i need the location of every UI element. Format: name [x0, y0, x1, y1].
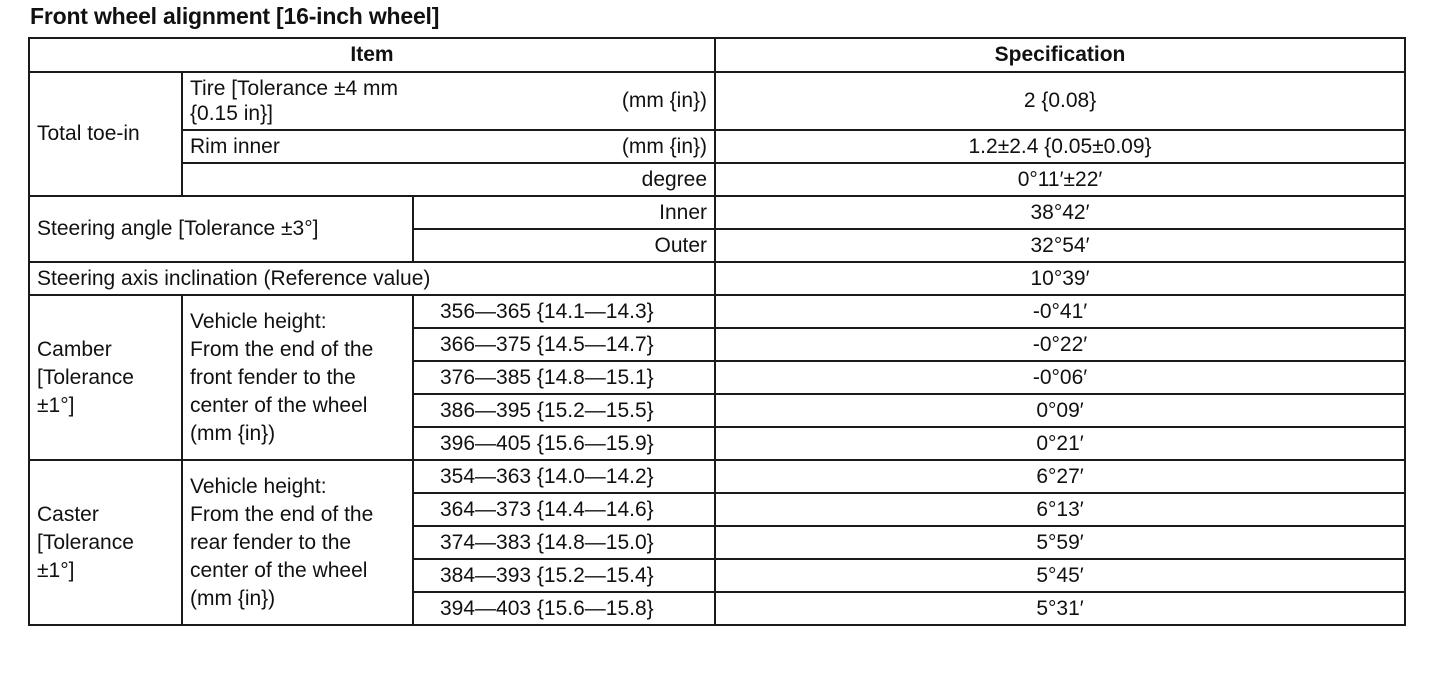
table-row [29, 130, 1405, 163]
caster-range: 364—373 {14.4—14.6} [413, 493, 715, 526]
camber-range: 356—365 {14.1—14.3} [413, 295, 715, 328]
table-row [29, 163, 1405, 196]
table-row [29, 460, 1405, 493]
tire-cell [182, 72, 715, 130]
caster-spec: 6°27′ [715, 460, 1405, 493]
caster-height-line: Vehicle height: [190, 474, 327, 498]
caster-range: 384—393 {15.2—15.4} [413, 559, 715, 592]
caster-range: 354—363 {14.0—14.2} [413, 460, 715, 493]
item-column-header: Item [29, 38, 715, 72]
camber-range: 366—375 {14.5—14.7} [413, 328, 715, 361]
degree-spec: 0°11′±22′ [715, 163, 1405, 196]
camber-label [29, 295, 182, 460]
camber-spec: -0°06′ [715, 361, 1405, 394]
caster-height-line: rear fender to the [190, 530, 352, 554]
rim-inner-cell [182, 130, 715, 163]
alignment-spec-table [28, 37, 1406, 626]
caster-label [29, 460, 182, 625]
caster-height-line: (mm {in}) [190, 586, 276, 610]
camber-height-line: Vehicle height: [190, 309, 327, 333]
camber-height-line: center of the wheel [190, 393, 368, 417]
camber-height-description [182, 295, 413, 460]
caster-range: 394—403 {15.6—15.8} [413, 592, 715, 625]
tire-spec: 2 {0.08} [715, 72, 1405, 130]
camber-label-line: ±1°] [37, 393, 75, 417]
steering-outer-label: Outer [413, 229, 715, 262]
camber-label-line: Camber [37, 337, 112, 361]
table-row [29, 196, 1405, 229]
steering-outer-spec: 32°54′ [715, 229, 1405, 262]
caster-height-description [182, 460, 413, 625]
rim-inner-label: Rim inner [190, 134, 280, 158]
table-row [29, 262, 1405, 295]
caster-range: 374—383 {14.8—15.0} [413, 526, 715, 559]
rim-inner-unit: (mm {in}) [621, 134, 708, 158]
caster-spec: 5°45′ [715, 559, 1405, 592]
tire-label: Tire [Tolerance ±4 mm {0.15 in}] [190, 77, 398, 125]
camber-height-line: front fender to the [190, 365, 356, 389]
camber-height-line: (mm {in}) [190, 421, 276, 445]
rim-inner-spec: 1.2±2.4 {0.05±0.09} [715, 130, 1405, 163]
caster-spec: 5°59′ [715, 526, 1405, 559]
camber-range: 396—405 {15.6—15.9} [413, 427, 715, 460]
caster-label-line: Caster [37, 502, 99, 526]
camber-label-line: [Tolerance [37, 365, 134, 389]
camber-height-line: From the end of the [190, 337, 374, 361]
steering-axis-spec: 10°39′ [715, 262, 1405, 295]
camber-range: 376—385 {14.8—15.1} [413, 361, 715, 394]
camber-spec: -0°41′ [715, 295, 1405, 328]
table-row [29, 72, 1405, 130]
caster-spec: 5°31′ [715, 592, 1405, 625]
caster-spec: 6°13′ [715, 493, 1405, 526]
table-row [29, 295, 1405, 328]
camber-range: 386—395 {15.2—15.5} [413, 394, 715, 427]
caster-height-line: From the end of the [190, 502, 374, 526]
specification-column-header: Specification [715, 38, 1405, 72]
camber-spec: 0°21′ [715, 427, 1405, 460]
caster-height-line: center of the wheel [190, 558, 368, 582]
page-title: Front wheel alignment [16-inch wheel] [30, 3, 440, 29]
caster-label-line: ±1°] [37, 558, 75, 582]
tire-unit: (mm {in}) [621, 89, 708, 112]
steering-inner-label: Inner [413, 196, 715, 229]
steering-angle-label: Steering angle [Tolerance ±3°] [29, 196, 413, 262]
camber-spec: 0°09′ [715, 394, 1405, 427]
toe-in-label: Total toe-in [29, 72, 182, 196]
degree-unit: degree [182, 163, 715, 196]
camber-spec: -0°22′ [715, 328, 1405, 361]
caster-label-line: [Tolerance [37, 530, 134, 554]
steering-axis-label: Steering axis inclination (Reference value) [29, 262, 715, 295]
table-header-row [29, 38, 1405, 72]
steering-inner-spec: 38°42′ [715, 196, 1405, 229]
